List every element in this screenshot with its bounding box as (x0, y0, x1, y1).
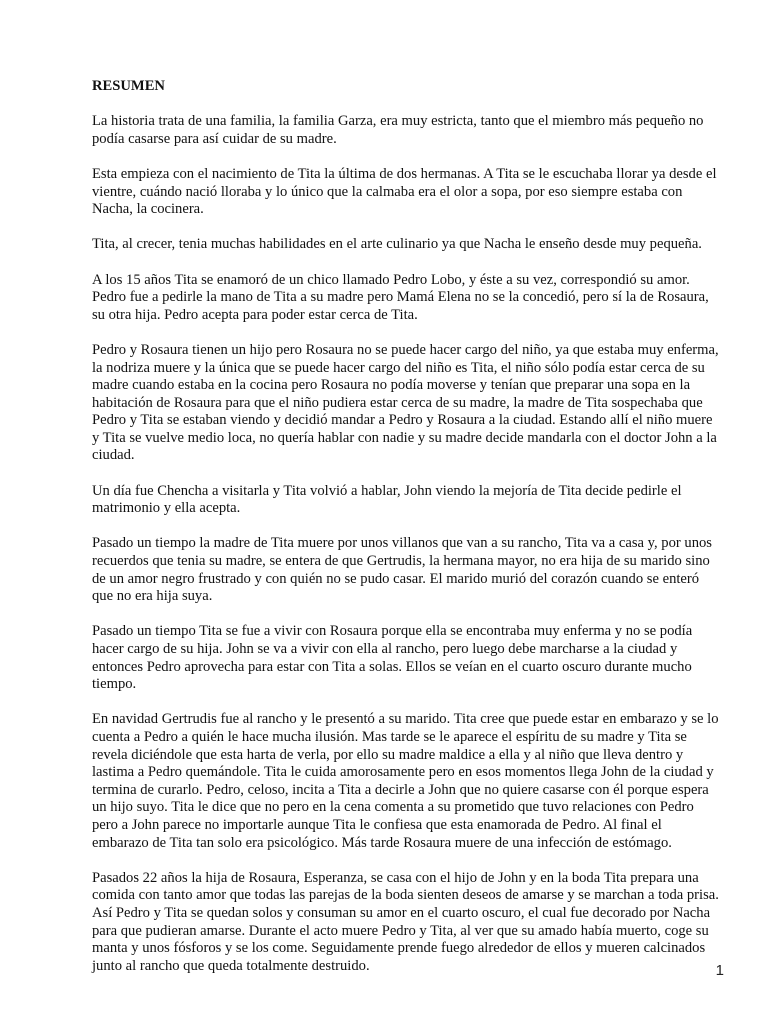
paragraph-5: Pedro y Rosaura tienen un hijo pero Rosaura no se puede hacer cargo del niño, ya que estaba muy enferma, la nodriza muere y la única que se puede hacer cargo del niño es Tita, el niño sólo podía estar cerca de su madre cuando estaba en la cocina pero Rosaura no podía moverse y tenían que preparar una sopa en la habitación de Rosaura para que el niño pudiera estar cerca de su madre, la madre de Tita sospechaba que Pedro y Tita se estaban viendo y decidió mandar a Pedro y Rosaura a la ciudad. Estando allí el niño muere y Tita se vuelve medio loca, no quería hablar con nadie y su madre decide mandarla con el doctor John a la ciudad. (92, 341, 719, 464)
document-heading: RESUMEN (92, 78, 165, 94)
page-number: 1 (715, 962, 724, 979)
paragraph-1: La historia trata de una familia, la familia Garza, era muy estricta, tanto que el miembro más pequeño no podía casarse para así cuidar de su madre. (92, 113, 704, 147)
paragraph-2: Esta empieza con el nacimiento de Tita la última de dos hermanas. A Tita se le escuchaba llorar ya desde el vientre, cuándo nació lloraba y lo único que la calmaba era el olor a sopa, por eso siempre estaba con Nacha, la cocinera. (92, 165, 717, 218)
paragraph-8: Pasado un tiempo Tita se fue a vivir con Rosaura porque ella se encontraba muy enferma y no se podía hacer cargo de su hija. John se va a vivir con ella al rancho, pero luego debe marcharse a la ciudad y entonces Pedro aprovecha para estar con Tita a solas. Ellos se veían en el cuarto oscuro durante mucho tiempo. (92, 623, 693, 693)
paragraph-7: Pasado un tiempo la madre de Tita muere por unos villanos que van a su rancho, Tita va a casa y, por unos recuerdos que tenia su madre, se entera de que Gertrudis, la hermana mayor, no era hija de su marido sino de un amor negro frustrado y con quién no se pudo casar. El marido murió del corazón cuando se enteró que no era hija suya. (92, 535, 712, 605)
paragraph-4: A los 15 años Tita se enamoró de un chico llamado Pedro Lobo, y éste a su vez, correspondió su amor. Pedro fue a pedirle la mano de Tita a su madre pero Mamá Elena no se la concedió, pero sí la de Rosaura, su otra hija. Pedro acepta para poder estar cerca de Tita. (92, 271, 709, 323)
paragraph-9: En navidad Gertrudis fue al rancho y le presentó a su marido. Tita cree que puede estar en embarazo y se lo cuenta a Pedro a quién le hace mucha ilusión. Mas tarde se le aparece el espíritu de su madre y Tita se revela diciéndole que esta harta de verla, por ello su madre maldice a ella y al niño que lleva dentro y lastima a Pedro quemándole. Tita le cuida amorosamente pero en esos momentos llega John de la ciudad y termina de curarlo. Pedro, celoso, incita a Tita a decirle a John que no quiere casarse con él porque espera un hijo suyo. Tita le dice que no pero en la cena comenta a su prometido que tuvo relaciones con Pedro pero a John parece no importarle aunque Tita le confiesa que esta enamorada de Pedro. Al final el embarazo de Tita tan solo era psicológico. Más tarde Rosaura muere de una infección de estómago. (92, 711, 719, 851)
document-body (92, 78, 720, 993)
paragraph-3: Tita, al crecer, tenia muchas habilidades en el arte culinario ya que Nacha le enseño desde muy pequeña. (92, 236, 702, 253)
paragraph-6: Un día fue Chencha a visitarla y Tita volvió a hablar, John viendo la mejoría de Tita decide pedirle el matrimonio y ella acepta. (92, 482, 682, 517)
paragraph-10: Pasados 22 años la hija de Rosaura, Esperanza, se casa con el hijo de John y en la boda Tita prepara una comida con tanto amor que todas las parejas de la boda sienten deseos de amarse y se marchan a toda prisa. Así Pedro y Tita se quedan solos y consuman su amor en el cuarto oscuro, el cual fue decorado por Nacha para que pudieran amarse. Durante el acto muere Pedro y Tita, al ver que su amado había muerto, coge su manta y unos fósforos y se los come. Seguidamente prende fuego alrededor de ellos y mueren calcinados junto al rancho que queda totalmente destruido. (92, 869, 719, 974)
